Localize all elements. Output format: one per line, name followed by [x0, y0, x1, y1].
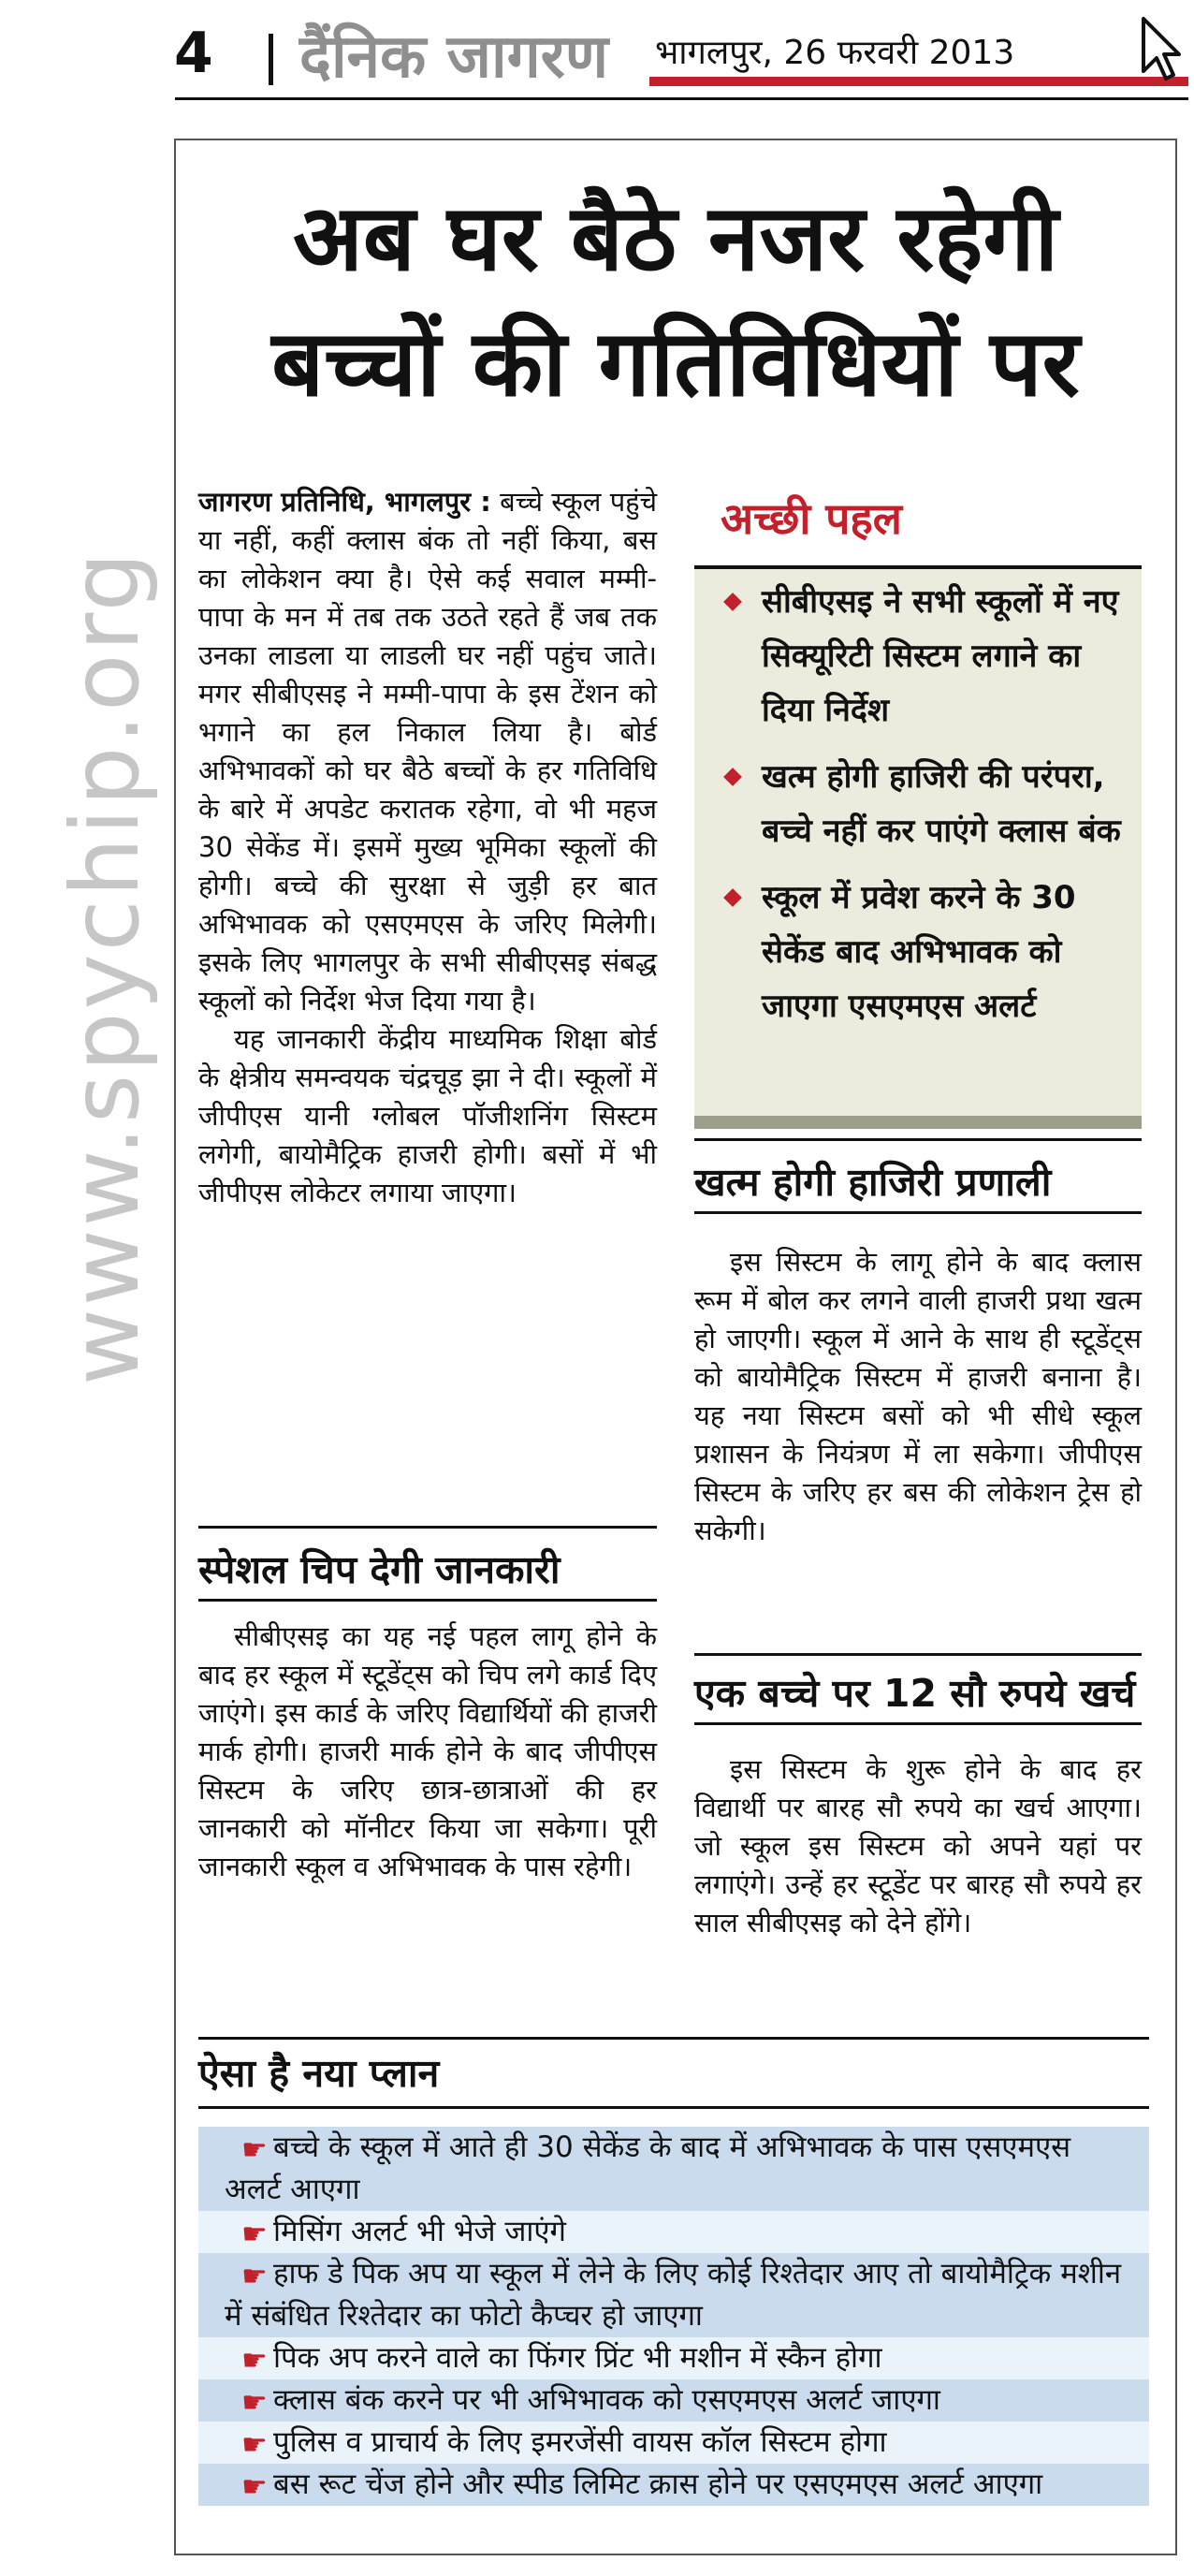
page-number: 4: [174, 21, 213, 86]
byline: जागरण प्रतिनिधि, भागलपुर :: [198, 486, 491, 518]
left-column-top: [198, 483, 657, 1212]
masthead: [0, 0, 1194, 103]
pointing-hand-icon: ☛: [241, 2470, 268, 2504]
plan-item: ☛ हाफ डे पिक अप या स्कूल में लेने के लिए कोई रिश्तेदार आए तो बायोमैट्रिक मशीन में संबंधित रिश्तेदार का फोटो कैप्चर हो जाएगा: [198, 2253, 1149, 2337]
divider: [198, 1526, 657, 1529]
divider: [694, 1211, 1142, 1214]
red-diamond-bullet-icon: [723, 593, 742, 611]
intro-text: बच्चे स्कूल पहुंचे या नहीं, कहीं क्लास बंक तो नहीं किया, बस का लोकेशन क्या है। ऐसे कई सवाल मम्मी-पापा के मन में तब तक उठते रहते हैं जब तक उनका लाडला या लाडली घर नहीं पहुंच जाते। मगर सीबीएसइ ने मम्मी-पापा के इस टेंशन को भगाने का हल निकाल लिया है। बोर्ड अभिभावकों को घर बैठे बच्चों के हर गतिविधि के बारे में अपडेट करातक रहेगा, वो भी महज 30 सेकेंड में। इसमें मुख्य भूमिका स्कूलों की होगी। बच्चे की सुरक्षा से जुड़ी हर बात अभिभावक को एसएमएस के जरिए मिलेगी। इसके लिए भागलपुर के सभी सीबीएसइ संबद्ध स्कूलों को निर्देश भेज दिया गया है।: [198, 486, 657, 1017]
right-column-top: [694, 1243, 1142, 1550]
subhead-cost: एक बच्चे पर 12 सौ रुपये खर्च: [694, 1671, 1136, 1716]
plan-item: ☛ क्लास बंक करने पर भी अभिभावक को एसएमएस अलर्ट जाएगा: [198, 2379, 1149, 2422]
plan-item: ☛ पुलिस व प्राचार्य के लिए इमरजेंसी वायस कॉल सिस्टम होगा: [198, 2422, 1149, 2464]
intro-paragraph: [198, 483, 657, 1020]
highlight-list: [726, 575, 1130, 1046]
subhead-attendance-system: खत्म होगी हाजिरी प्रणाली: [694, 1160, 1052, 1205]
newspaper-name: दैंनिक जागरण: [299, 22, 609, 92]
highlight-box-bottom-bar: [694, 1116, 1142, 1129]
headline-line-2: बच्चों की गतिविधियों पर: [271, 311, 1080, 417]
pointing-hand-icon: ☛: [241, 2260, 268, 2293]
highlight-item: खत्म होगी हाजिरी की परंपरा, बच्चे नहीं कर पाएंगे क्लास बंक: [726, 750, 1130, 858]
pointing-hand-icon: ☛: [241, 2133, 268, 2167]
divider: [694, 1138, 1142, 1141]
divider: [694, 1722, 1142, 1725]
left-column-bottom: [198, 1617, 657, 1886]
pointing-hand-icon: ☛: [241, 2428, 268, 2462]
body-paragraph-right-1: इस सिस्टम के लागू होने के बाद क्लास रूम में बोल कर लगने वाली हाजरी प्रथा खत्म हो जाएगी। स्कूल में आने के साथ ही स्टूडेंट्स को बायोमैट्रिक सिस्टम में हाजरी बनाना है। यह नया सिस्टम बसों को भी सीधे स्कूल प्रशासन के नियंत्रण में ला सकेगा। जीपीएस सिस्टम के जरिए हर बस की लोकेशन ट्रेस हो सकेगी।: [694, 1246, 1142, 1546]
red-diamond-bullet-icon: [723, 768, 742, 786]
watermark: www.spychip.org: [51, 549, 160, 1385]
masthead-red-bar: [649, 77, 1188, 86]
right-column-bottom: [694, 1750, 1142, 1942]
body-paragraph-right-2: इस सिस्टम के शुरू होने के बाद हर विद्यार्थी पर बारह सौ रुपये का खर्च आएगा। जो स्कूल इस सिस्टम को अपने यहां पर लगाएंगे। उन्हें हर स्टूडेंट पर बारह सौ रुपये हर साल सीबीएसइ को देने होंगे।: [694, 1753, 1142, 1939]
highlight-box-title: अच्छी पहल: [721, 493, 902, 544]
mouse-pointer-icon: [1140, 15, 1181, 82]
body-paragraph-2: यह जानकारी केंद्रीय माध्यमिक शिक्षा बोर्ड के क्षेत्रीय समन्वयक चंद्रचूड़ झा ने दी। स्कूलों में जीपीएस यानी ग्लोबल पॉजीशनिंग सिस्टम लगेगी, बायोमैट्रिक हाजरी होगी। बसों में भी जीपीएस लोकेटर लगाया जाएगा।: [198, 1023, 657, 1208]
highlight-item: सीबीएसइ ने सभी स्कूलों में नए सिक्यूरिटी सिस्टम लगाने का दिया निर्देश: [726, 575, 1130, 738]
highlight-box-top-rule: [694, 565, 1142, 569]
masthead-rule: [175, 97, 1188, 100]
plan-item: ☛ पिक अप करने वाले का फिंगर प्रिंट भी मशीन में स्कैन होगा: [198, 2337, 1149, 2379]
plan-title: ऐसा है नया प्लान: [198, 2051, 440, 2096]
divider: [198, 2106, 1149, 2109]
plan-item: ☛ बच्चे के स्कूल में आते ही 30 सेकेंड के बाद में अभिभावक के पास एसएमएस अलर्ट आएगा: [198, 2127, 1149, 2211]
body-paragraph-3: सीबीएसइ का यह नई पहल लागू होने के बाद हर स्कूल में स्टूडेंट्स को चिप लगे कार्ड दिए जाएंगे। इस कार्ड के जरिए विद्यार्थियों की हाजरी मार्क होगी। हाजरी मार्क होने के बाद जीपीएस सिस्टम के जरिए छात्र-छात्राओं की हर जानकारी को मॉनीटर किया जा सकेगा। पूरी जानकारी स्कूल व अभिभावक के पास रहेगी।: [198, 1620, 657, 1882]
headline-line-1: अब घर बैठे नजर रहेगी: [292, 185, 1059, 292]
pointing-hand-icon: ☛: [241, 2344, 268, 2378]
pointing-hand-icon: ☛: [241, 2217, 268, 2251]
red-diamond-bullet-icon: [723, 888, 742, 907]
plan-item: ☛ बस रूट चेंज होने और स्पीड लिमिट क्रास होने पर एसएमएस अलर्ट आएगा: [198, 2464, 1149, 2506]
masthead-separator: [269, 34, 273, 85]
plan-item: ☛ मिसिंग अलर्ट भी भेजे जाएंगे: [198, 2211, 1149, 2253]
divider: [198, 2037, 1149, 2040]
pointing-hand-icon: ☛: [241, 2386, 268, 2420]
divider: [694, 1653, 1142, 1656]
highlight-item: स्कूल में प्रवेश करने के 30 सेकेंड बाद अभिभावक को जाएगा एसएमएस अलर्ट: [726, 871, 1130, 1033]
dateline: भागलपुर, 26 फरवरी 2013: [655, 34, 1015, 72]
divider: [198, 1599, 657, 1602]
headline: [174, 176, 1177, 427]
plan-list: [198, 2127, 1149, 2506]
subhead-special-chip: स्पेशल चिप देगी जानकारी: [198, 1547, 561, 1592]
